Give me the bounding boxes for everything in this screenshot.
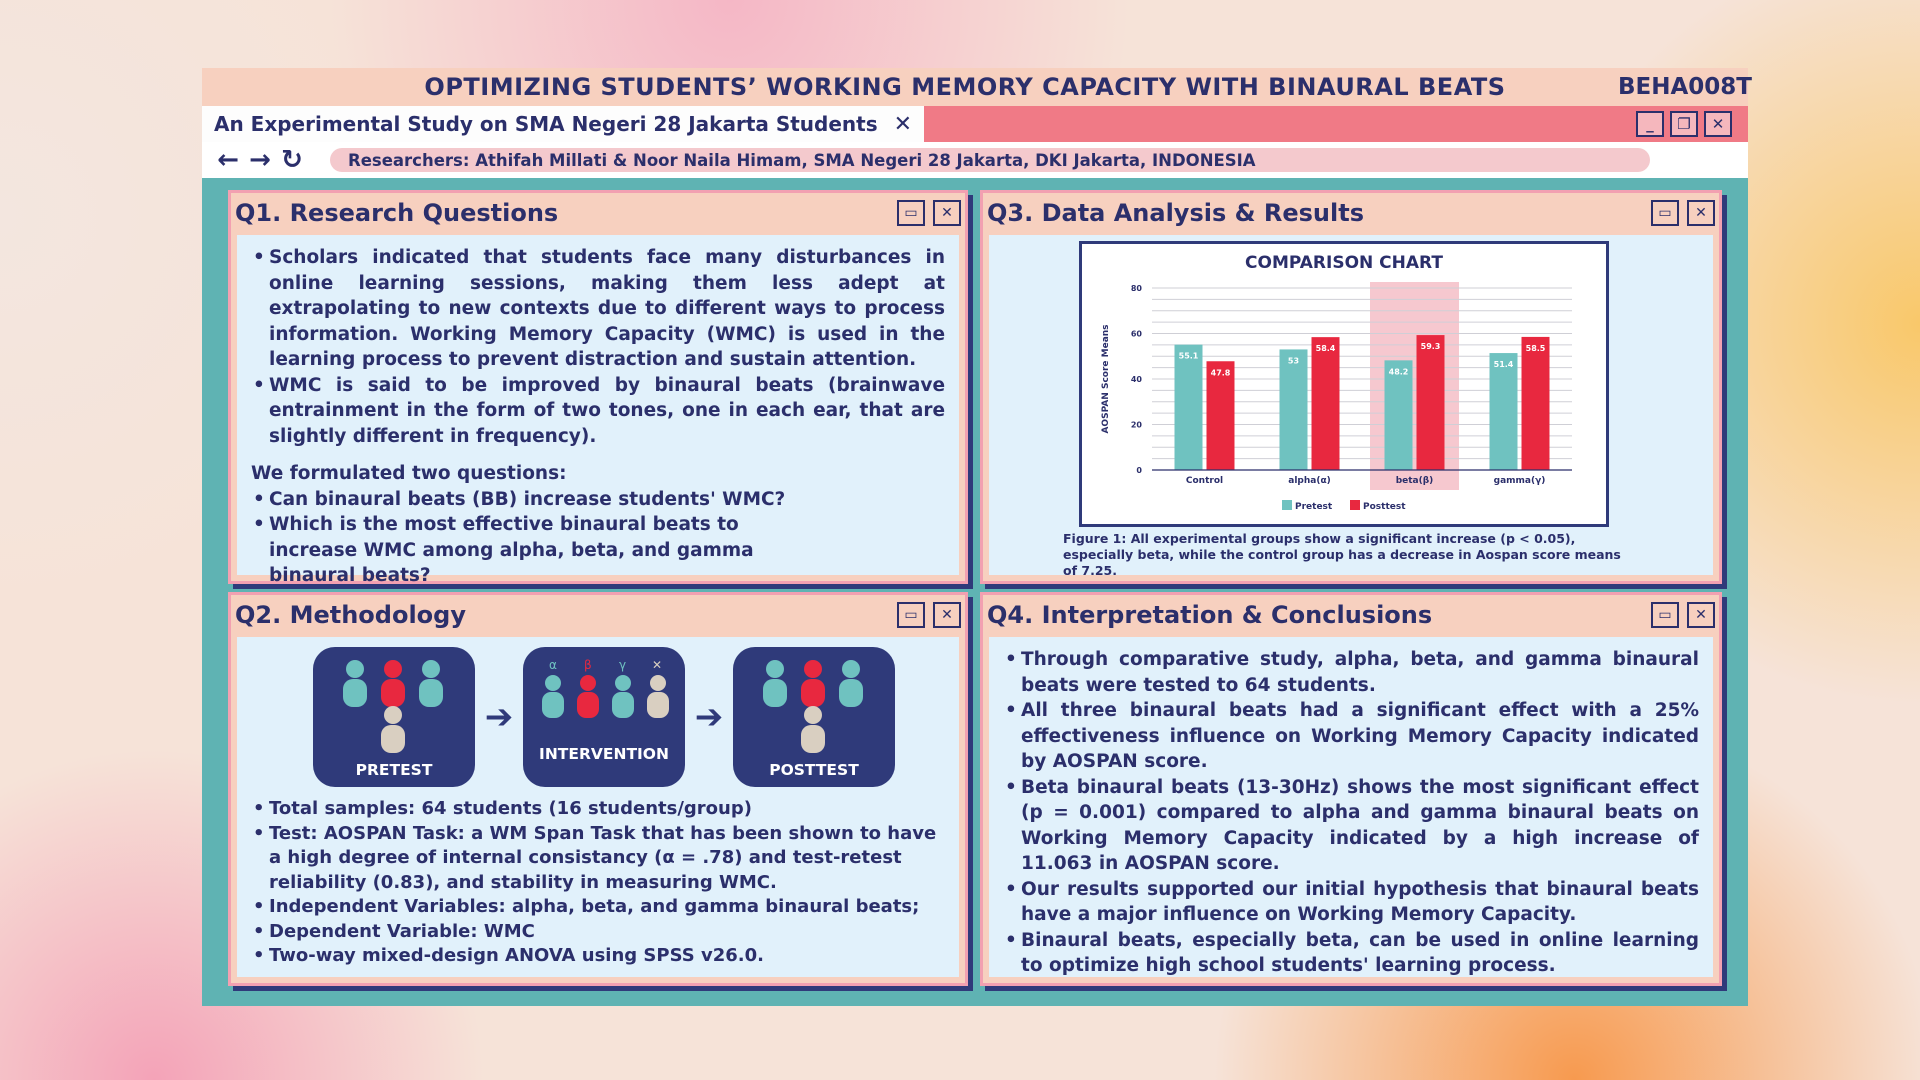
chart-title: COMPARISON CHART	[1245, 253, 1443, 273]
list-item: • Through comparative study, alpha, beta, and gamma binaural beats were tested to 64 students.	[1003, 647, 1699, 698]
svg-text:✕: ✕	[652, 658, 663, 672]
svg-text:γ: γ	[619, 658, 627, 672]
stage-label: POSTTEST	[769, 761, 859, 779]
figure-caption: Figure 1: All experimental groups show a significant increase (p < 0.05), especially beta, while the control group has a decrease in Aospan score means of 7.25.	[1063, 531, 1621, 578]
y-tick-label: 40	[1130, 375, 1142, 384]
bar	[1280, 349, 1308, 470]
address-bar[interactable]: Researchers: Athifah Millati & Noor Naila Himam, SMA Negeri 28 Jakarta, DKI Jakarta, INDONESIA	[330, 148, 1650, 172]
panel-q3-title: Q3. Data Analysis & Results	[987, 199, 1364, 227]
back-arrow-icon[interactable]: ←	[217, 145, 239, 175]
close-icon[interactable]: ✕	[933, 602, 961, 628]
list-item: • Our results supported our initial hypothesis that binaural beats have a major influence on Working Memory Capacity.	[1003, 877, 1699, 928]
y-tick-label: 60	[1130, 329, 1142, 339]
panel-q4-title: Q4. Interpretation & Conclusions	[987, 601, 1433, 629]
bar-value-label: 58.4	[1315, 344, 1336, 354]
stage-label: INTERVENTION	[539, 745, 669, 763]
maximize-icon[interactable]: ▭	[897, 602, 925, 628]
bar	[1385, 360, 1413, 470]
intervention-group-icon	[523, 647, 685, 757]
tab-close-icon[interactable]: ✕	[893, 111, 912, 137]
list-item: • Dependent Variable: WMC	[251, 920, 945, 945]
legend-label: Posttest	[1363, 502, 1406, 512]
methodology-flow	[313, 647, 945, 787]
panel-q4-body	[989, 637, 1713, 977]
close-icon[interactable]: ✕	[1704, 111, 1732, 137]
bar	[1207, 361, 1235, 470]
panel-q2-body	[237, 637, 959, 977]
panel-q1-title: Q1. Research Questions	[235, 199, 559, 227]
panel-q1-body	[237, 235, 959, 586]
bar-value-label: 51.4	[1493, 360, 1514, 370]
comparison-chart	[1079, 241, 1609, 527]
questions-intro: We formulated two questions:	[251, 463, 567, 484]
group-icon	[313, 647, 475, 757]
bar	[1312, 337, 1340, 470]
group-icon	[733, 647, 895, 757]
y-tick-label: 80	[1130, 284, 1142, 293]
poster-window	[202, 68, 1752, 1006]
maximize-icon[interactable]: ▭	[1651, 200, 1679, 226]
list-item: • All three binaural beats had a significant effect with a 25% effectiveness influence on Working Memory Capacity indicated by AOSPAN score.	[1003, 698, 1699, 775]
close-icon[interactable]: ✕	[933, 200, 961, 226]
legend-swatch	[1350, 500, 1360, 510]
panel-q3	[980, 190, 1722, 584]
maximize-icon[interactable]: ▭	[1651, 602, 1679, 628]
list-item: • Total samples: 64 students (16 students/group)	[251, 797, 945, 822]
bar	[1490, 353, 1518, 470]
minimize-icon[interactable]: _	[1636, 111, 1664, 137]
x-tick-label: gamma(γ)	[1493, 476, 1546, 486]
close-icon[interactable]: ✕	[1687, 200, 1715, 226]
legend-swatch	[1282, 500, 1292, 510]
bar-value-label: 47.8	[1210, 368, 1231, 378]
stage-label: PRETEST	[355, 761, 433, 779]
bar	[1175, 345, 1203, 470]
legend-label: Pretest	[1295, 502, 1333, 512]
x-tick-label: beta(β)	[1395, 476, 1434, 486]
poster-title: OPTIMIZING STUDENTS’ WORKING MEMORY CAPACITY WITH BINAURAL BEATS	[424, 73, 1506, 101]
maximize-icon[interactable]: ▭	[897, 200, 925, 226]
panel-q2	[228, 592, 968, 986]
window-controls	[1636, 106, 1748, 142]
y-tick-label: 0	[1136, 466, 1142, 475]
list-item: • Which is the most effective binaural beats to increase WMC among alpha, beta, and gamma binaural beats?	[251, 512, 945, 589]
bar-value-label: 55.1	[1178, 351, 1199, 361]
list-item: • Independent Variables: alpha, beta, and gamma binaural beats;	[251, 895, 945, 920]
panel-q3-body	[989, 235, 1713, 578]
posttest-box	[733, 647, 895, 787]
intervention-box	[523, 647, 685, 787]
list-item: • Can binaural beats (BB) increase students' WMC?	[251, 487, 945, 513]
list-item: • Two-way mixed-design ANOVA using SPSS v26.0.	[251, 944, 945, 969]
arrow-right-icon: ➔	[694, 697, 724, 737]
list-item: • Binaural beats, especially beta, can be used in online learning to optimize high school students' learning process.	[1003, 928, 1699, 979]
bar-value-label: 58.5	[1525, 343, 1546, 353]
tab-title: An Experimental Study on SMA Negeri 28 Jakarta Students	[214, 112, 878, 136]
list-item: • Beta binaural beats (13-30Hz) shows the most significant effect (p = 0.001) compared to alpha and gamma binaural beats on Working Memory Capacity indicated by a high increase of 11.063 in AOSPAN score.	[1003, 775, 1699, 877]
pretest-box	[313, 647, 475, 787]
x-tick-label: alpha(α)	[1288, 476, 1331, 486]
bar-value-label: 48.2	[1388, 367, 1409, 377]
tab-bar	[202, 106, 1748, 142]
bar	[1417, 335, 1445, 470]
bar-value-label: 53	[1287, 356, 1300, 366]
window-titlebar	[202, 68, 1752, 106]
forward-arrow-icon[interactable]: →	[249, 145, 271, 175]
address-row	[202, 142, 1748, 178]
list-item: • WMC is said to be improved by binaural beats (brainwave entrainment in the form of two tones, one in each ear, that are slightly different in frequency).	[251, 373, 945, 450]
x-tick-label: Control	[1185, 476, 1224, 486]
chart-svg	[1082, 244, 1606, 524]
list-item: • Scholars indicated that students face many disturbances in online learning sessions, making them less adept at extrapolating to new contexts due to different ways to process information. Working Memory Capacity (WMC) is used in the learning process to prevent distraction and sustain attention.	[251, 245, 945, 373]
panel-q1	[228, 190, 968, 584]
restore-icon[interactable]: ❐	[1670, 111, 1698, 137]
browser-tab[interactable]	[202, 106, 924, 142]
refresh-icon[interactable]: ↻	[281, 145, 303, 175]
bar	[1522, 337, 1550, 470]
close-icon[interactable]: ✕	[1687, 602, 1715, 628]
panel-q4	[980, 592, 1722, 986]
svg-text:α: α	[549, 658, 557, 672]
arrow-right-icon: ➔	[484, 697, 514, 737]
panel-q2-title: Q2. Methodology	[235, 601, 466, 629]
list-item: • Test: AOSPAN Task: a WM Span Task that has been shown to have a high degree of internal consistancy (α = .78) and test-retest reliability (0.83), and stability in measuring WMC.	[251, 822, 945, 896]
svg-text:β: β	[584, 658, 592, 672]
poster-code: BEHA008T	[1618, 74, 1752, 100]
y-axis-label: AOSPAN Score Means	[1101, 324, 1111, 434]
bar-value-label: 59.3	[1420, 342, 1441, 352]
y-tick-label: 20	[1130, 420, 1142, 430]
